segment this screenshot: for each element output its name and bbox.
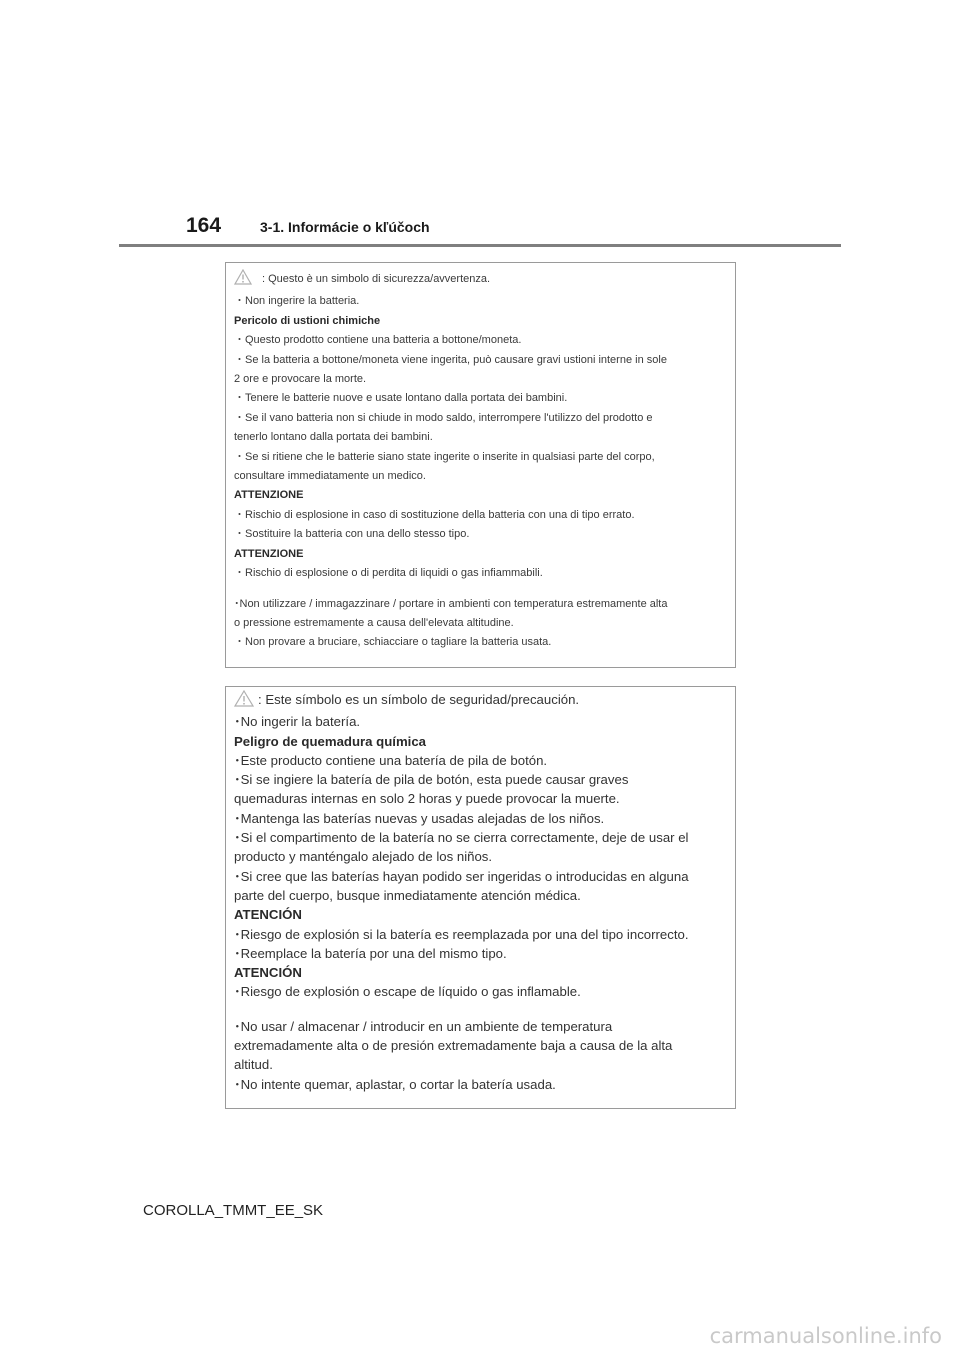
spanish-line: ･Riesgo de explosión o escape de líquido o gas inflamable. — [234, 984, 581, 1000]
italian-heading: Pericolo di ustioni chimiche — [234, 314, 381, 327]
spanish-line: parte del cuerpo, busque inmediatamente atención médica. — [234, 887, 581, 903]
warning-triangle-icon — [234, 269, 252, 292]
italian-line: ･Non utilizzare / immagazzinare / portare in ambienti con temperatura estremamente alta — [234, 597, 668, 610]
italian-line: ・Non ingerire la batteria. — [234, 295, 360, 308]
spanish-line: ･No usar / almacenar / introducir en un ambiente de temperatura — [234, 1018, 613, 1034]
italian-line: consultare immediatamente un medico. — [234, 470, 426, 483]
section-title: 3-1. Informácie o kľúčoch — [260, 219, 430, 235]
spanish-symbol-line — [234, 690, 727, 712]
italian-warning-panel — [225, 262, 736, 668]
spanish-line: ･No ingerir la batería. — [234, 714, 361, 730]
italian-line: ・Sostituire la batteria con una dello stesso tipo. — [234, 528, 470, 541]
italian-heading: ATTENZIONE — [234, 489, 304, 502]
italian-line: o pressione estremamente a causa dell'elevata altitudine. — [234, 616, 514, 629]
italian-symbol-line — [234, 269, 727, 292]
spanish-line: ･Si se ingiere la batería de pila de botón, esta puede causar graves — [234, 772, 629, 788]
spanish-line: producto y manténgalo alejado de los niños. — [234, 849, 493, 865]
page-number: 164 — [186, 214, 222, 237]
italian-line: ・Non provare a bruciare, schiacciare o tagliare la batteria usata. — [234, 636, 552, 649]
warning-triangle-icon — [234, 690, 254, 712]
spanish-line: ･Este producto contiene una batería de pila de botón. — [234, 752, 548, 768]
spanish-line: quemaduras internas en solo 2 horas y puede provocar la muerte. — [234, 791, 620, 807]
spanish-symbol-note: : Este símbolo es un símbolo de seguridad/precaución. — [258, 692, 580, 707]
spanish-line: ･Si cree que las baterías hayan podido ser ingeridas o introducidas en alguna — [234, 868, 689, 884]
italian-heading: ATTENZIONE — [234, 547, 304, 560]
spanish-heading: ATENCIÓN — [234, 965, 302, 981]
spanish-line: altitud. — [234, 1057, 273, 1073]
spanish-line: ･Si el compartimento de la batería no se cierra correctamente, deje de usar el — [234, 830, 689, 846]
document-code: COROLLA_TMMT_EE_SK — [143, 1202, 324, 1219]
italian-line: ・Tenere le batterie nuove e usate lontano dalla portata dei bambini. — [234, 392, 568, 405]
italian-symbol-note: : Questo è un simbolo di sicurezza/avvertenza. — [262, 273, 491, 285]
spanish-line: ･Mantenga las baterías nuevas y usadas alejadas de los niños. — [234, 810, 605, 826]
spacer — [234, 1002, 727, 1017]
header-rule — [119, 244, 841, 247]
spanish-heading: Peligro de quemadura química — [234, 733, 426, 749]
spanish-heading: ATENCIÓN — [234, 907, 302, 923]
spanish-warning-panel — [225, 686, 736, 1109]
watermark: carmanualsonline.info — [709, 1324, 942, 1348]
italian-line: 2 ore e provocare la morte. — [234, 373, 367, 386]
spanish-line: ･Reemplace la batería por una del mismo tipo. — [234, 945, 507, 961]
spanish-line: ･Riesgo de explosión si la batería es reemplazada por una del tipo incorrecto. — [234, 926, 689, 942]
italian-line: ・Questo prodotto contiene una batteria a bottone/moneta. — [234, 334, 522, 347]
italian-line: ・Se il vano batteria non si chiude in modo saldo, interrompere l'utilizzo del prodotto e — [234, 411, 653, 424]
italian-line: ・Se si ritiene che le batterie siano state ingerite o inserite in qualsiasi parte del corpo, — [234, 450, 655, 463]
italian-line: ・Se la batteria a bottone/moneta viene ingerita, può causare gravi ustioni interne in sole — [234, 353, 667, 366]
spanish-line: extremadamente alta o de presión extremadamente baja a causa de la alta — [234, 1038, 673, 1054]
italian-line: ・Rischio di esplosione in caso di sostituzione della batteria con una di tipo errato. — [234, 508, 635, 521]
italian-line: tenerlo lontano dalla portata dei bambini. — [234, 431, 433, 444]
spacer — [234, 584, 727, 595]
italian-line: ・Rischio di esplosione o di perdita di liquidi o gas infiammabili. — [234, 567, 543, 580]
spanish-line: ･No intente quemar, aplastar, o cortar la batería usada. — [234, 1076, 556, 1092]
